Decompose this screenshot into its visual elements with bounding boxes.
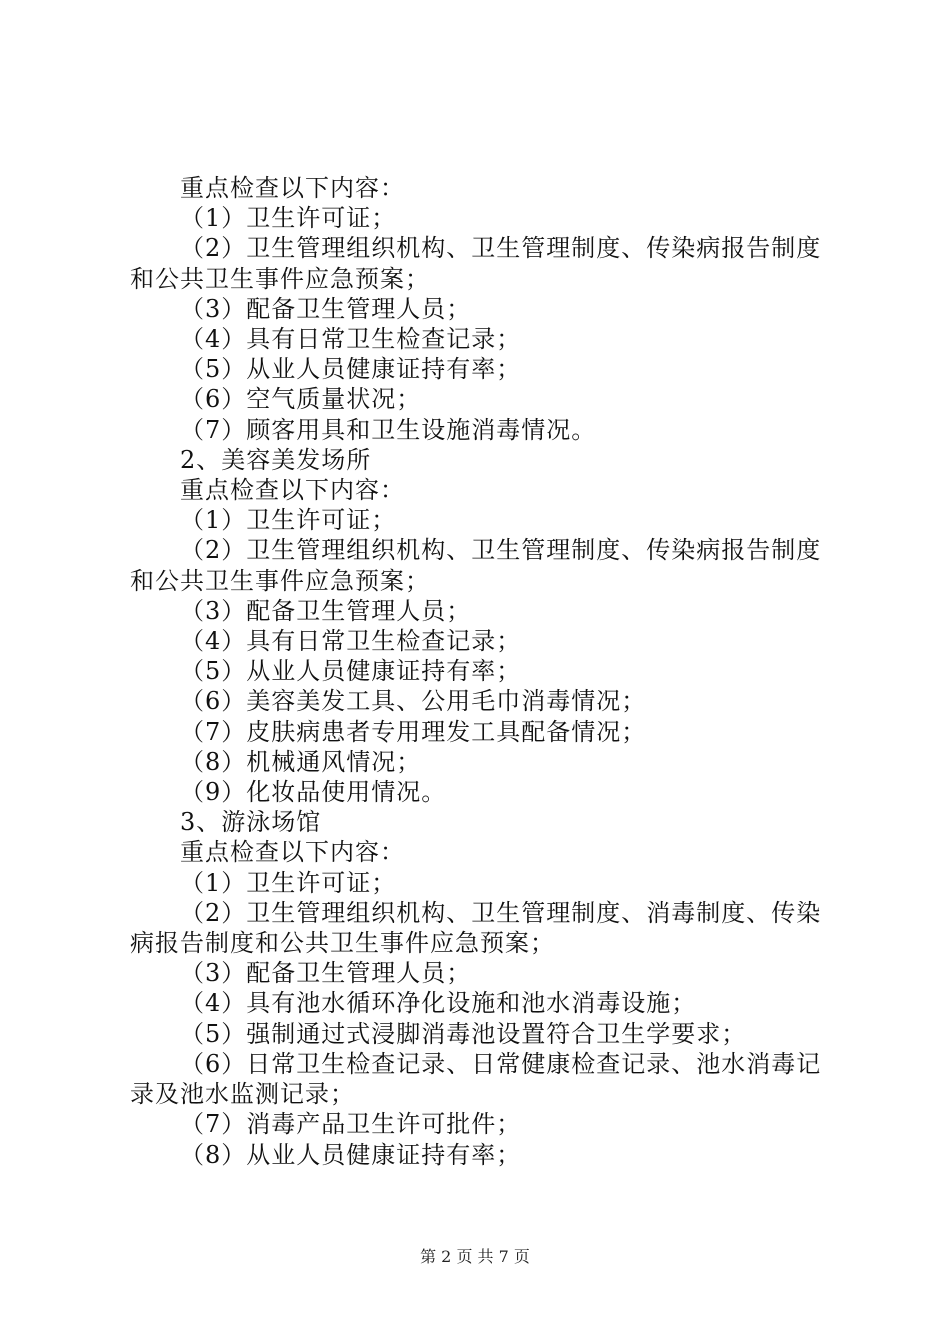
text-line: 重点检查以下内容： xyxy=(180,838,405,867)
text-line: （3）配备卫生管理人员； xyxy=(180,959,472,988)
text-line: （6）空气质量状况； xyxy=(180,385,422,414)
text-line: 录及池水监测记录； xyxy=(130,1080,355,1109)
text-line: 病报告制度和公共卫生事件应急预案； xyxy=(130,929,555,958)
text-line: 3、游泳场馆 xyxy=(180,808,322,837)
text-line: （1）卫生许可证； xyxy=(180,204,397,233)
text-line: （6）日常卫生检查记录、日常健康检查记录、池水消毒记 xyxy=(180,1049,822,1078)
text-line: （8）机械通风情况； xyxy=(180,747,422,776)
document-body xyxy=(130,173,830,1170)
text-line: （2）卫生管理组织机构、卫生管理制度、传染病报告制度 xyxy=(180,536,822,565)
text-line: （1）卫生许可证； xyxy=(180,506,397,535)
text-line: （7）消毒产品卫生许可批件； xyxy=(180,1110,522,1139)
text-line: （2）卫生管理组织机构、卫生管理制度、消毒制度、传染 xyxy=(180,898,822,927)
text-line: （3）配备卫生管理人员； xyxy=(180,596,472,625)
text-line: （5）从业人员健康证持有率； xyxy=(180,657,522,686)
text-line: 重点检查以下内容： xyxy=(180,174,405,202)
text-line: （4）具有日常卫生检查记录； xyxy=(180,627,522,656)
text-line: （4）具有池水循环净化设施和池水消毒设施； xyxy=(180,989,697,1018)
text-line: 和公共卫生事件应急预案； xyxy=(130,566,430,595)
text-line: （1）卫生许可证； xyxy=(180,868,397,897)
text-line: 重点检查以下内容： xyxy=(180,476,405,505)
text-line: （7）顾客用具和卫生设施消毒情况。 xyxy=(180,415,597,444)
text-line: 2、美容美发场所 xyxy=(180,445,372,474)
text-line: （4）具有日常卫生检查记录； xyxy=(180,325,522,354)
text-line: （5）从业人员健康证持有率； xyxy=(180,355,522,384)
text-line: （6）美容美发工具、公用毛巾消毒情况； xyxy=(180,687,647,716)
text-line: （7）皮肤病患者专用理发工具配备情况； xyxy=(180,717,647,746)
text-line: （8）从业人员健康证持有率； xyxy=(180,1140,522,1169)
text-line: （9）化妆品使用情况。 xyxy=(180,778,447,807)
text-line: 和公共卫生事件应急预案； xyxy=(130,264,430,293)
text-line: （5）强制通过式浸脚消毒池设置符合卫生学要求； xyxy=(180,1019,747,1048)
text-line: （2）卫生管理组织机构、卫生管理制度、传染病报告制度 xyxy=(180,234,822,263)
page-number: 第 2 页 共 7 页 xyxy=(420,1247,530,1266)
text-line: （3）配备卫生管理人员； xyxy=(180,294,472,323)
page-footer xyxy=(0,1244,950,1267)
